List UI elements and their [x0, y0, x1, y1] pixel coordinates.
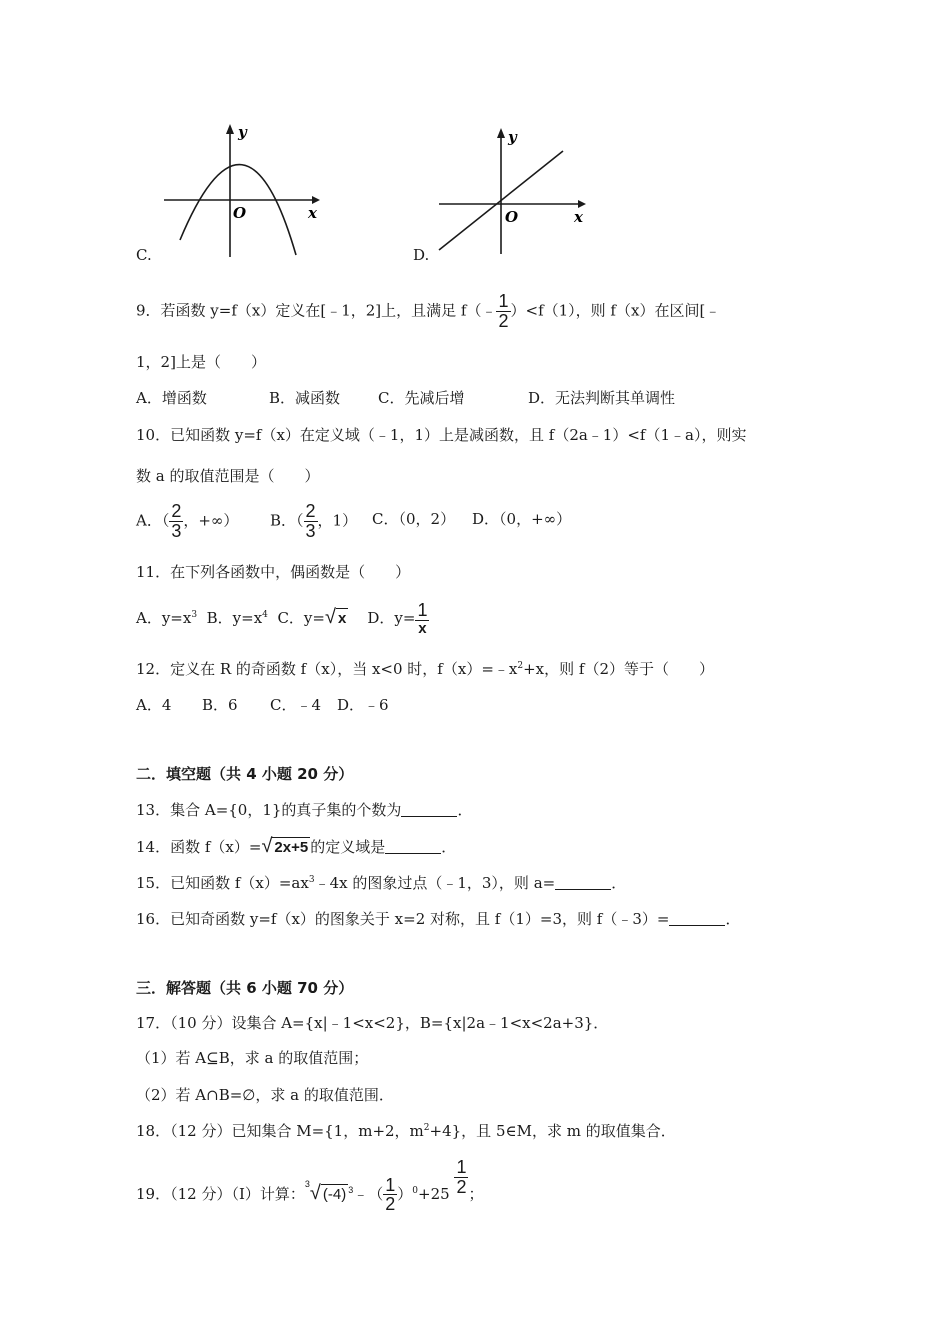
q19-rad: (-4) — [322, 1185, 347, 1203]
graph-c-x-label: x — [308, 204, 317, 222]
q9-option-b: B．减函数 — [269, 389, 341, 407]
q19-rad-sup: 3 — [348, 1184, 354, 1195]
q11-opt-c-rad: x — [337, 609, 347, 627]
q17-stem: 17．（10 分）设集合 A={x|﹣1<x<2}，B={x|2a﹣1<x<2a+3}． — [136, 1014, 609, 1032]
q18-sup: 2 — [423, 1123, 430, 1133]
q9-line2: 1，2]上是（ ） — [136, 353, 266, 371]
q18-text-b: +4}，且 5∈M，求 m 的取值集合． — [429, 1122, 676, 1140]
graph-d-label: D. — [413, 246, 430, 264]
q19-minus: ﹣（ — [353, 1184, 384, 1203]
graph-c-label: C. — [136, 246, 152, 264]
q19-end: ； — [468, 1184, 484, 1203]
q13-text: 13．集合 A={0，1}的真子集的个数为 — [136, 801, 402, 819]
q14-text-b: 的定义域是 — [310, 838, 386, 856]
q12-option-c: C．﹣4 — [270, 696, 322, 714]
q19-cube-root: $^3$√ (-4) $^3$ — [304, 1178, 354, 1204]
q10-opt-b-label: B．（ — [270, 511, 304, 530]
q12-option-a: A．4 — [136, 696, 172, 714]
graph-c-x-arrow — [312, 196, 320, 204]
q11-opt-b-text: B．y=x — [206, 608, 263, 627]
q10-opt-a-fraction — [169, 502, 183, 541]
q16 — [136, 912, 740, 927]
q18 — [136, 1124, 676, 1139]
graph-c-y-label: y — [238, 123, 247, 141]
q19-text-b: ） — [397, 1184, 413, 1203]
q19-text-c: +25 — [418, 1184, 450, 1203]
q11-option-d — [367, 600, 429, 637]
q14-text-a: 14．函数 f（x）= — [136, 838, 262, 856]
q13-blank[interactable] — [401, 815, 457, 817]
q11-option-a — [136, 609, 197, 627]
q19-fraction — [383, 1176, 397, 1215]
q19-exp-fraction — [454, 1158, 468, 1197]
q11-opt-d-den: x — [418, 619, 427, 637]
graph-c-origin-label: O — [233, 204, 247, 222]
q9-fraction — [496, 292, 510, 331]
q9-frac-den: 2 — [498, 310, 509, 331]
graph-c-y-arrow — [226, 124, 234, 134]
q11-opt-a-text: A．y=x — [136, 608, 192, 627]
graph-d-origin-label: O — [505, 208, 519, 226]
q15-text-a: 15．已知函数 f（x）=ax — [136, 874, 309, 892]
q11-opt-d-text: D．y= — [367, 608, 416, 627]
q10-line1: 10．已知函数 y=f（x）在定义域（﹣1，1）上是减函数，且 f（2a﹣1）<f（1﹣a），则实 — [136, 426, 747, 444]
q10-opt-a-num: 2 — [171, 501, 182, 521]
q9-option-a: A．增函数 — [136, 389, 207, 407]
q15-text-b: ﹣4x 的图象过点（﹣1，3），则 a= — [314, 874, 556, 892]
q12-text-b: +x，则 f（2）等于（ ） — [523, 660, 714, 678]
q17-part1: （1）若 A⊆B，求 a 的取值范围； — [136, 1049, 369, 1067]
q11-option-b — [207, 609, 268, 627]
q19-exp0: 0 — [412, 1185, 418, 1196]
q12-stem — [136, 662, 714, 677]
q11-opt-c-text: C．y= — [277, 608, 325, 627]
graph-d-y-arrow — [497, 128, 505, 138]
q17-part2: （2）若 A∩B=∅，求 a 的取值范围． — [136, 1086, 394, 1104]
q15-sup: 3 — [308, 875, 315, 885]
q14-sqrt: √ 2x+5 — [261, 835, 309, 857]
q12-sup: 2 — [517, 661, 524, 671]
q15-end: ． — [611, 874, 627, 892]
q11-opt-a-sup: 3 — [191, 609, 198, 620]
q13 — [136, 803, 472, 818]
q10-option-b — [270, 502, 357, 541]
section3-title: 三．解答题（共 6 小题 70 分） — [136, 979, 354, 997]
q10-opt-b-fraction — [304, 502, 318, 541]
q11-options — [136, 601, 429, 637]
q19-frac-num: 1 — [385, 1174, 396, 1195]
section2-title: 二．填空题（共 4 小题 20 分） — [136, 765, 354, 783]
q14-rad: 2x+5 — [274, 839, 309, 856]
q15-blank[interactable] — [555, 888, 611, 890]
q15 — [136, 876, 626, 891]
q14 — [136, 836, 456, 856]
graph-d-y-label: y — [508, 128, 517, 146]
q10-line2: 数 a 的取值范围是（ ） — [136, 467, 320, 485]
q11-opt-d-num: 1 — [417, 600, 428, 620]
q13-end: ． — [457, 801, 473, 819]
q16-blank[interactable] — [669, 924, 725, 926]
q11-opt-d-fraction — [415, 601, 429, 637]
graph-d-x-label: x — [574, 208, 583, 226]
q19-text-a: 19．（12 分）（Ⅰ）计算： — [136, 1184, 305, 1203]
q18-text-a: 18．（12 分）已知集合 M={1，m+2，m — [136, 1122, 424, 1140]
q10-option-c: C．（0，2） — [372, 510, 456, 528]
q10-opt-b-den: 3 — [305, 520, 316, 541]
q10-opt-b-num: 2 — [305, 501, 316, 521]
q10-opt-a-tail: ，+∞） — [183, 511, 239, 530]
q9-text-a: 9．若函数 y=f（x）定义在[﹣1，2]上，且满足 f（﹣ — [136, 301, 497, 320]
q19-exp-den: 2 — [456, 1176, 467, 1197]
q19 — [136, 1158, 483, 1214]
q9-frac-num: 1 — [498, 291, 509, 311]
graph-d-x-arrow — [578, 200, 586, 208]
q19-exp-num: 1 — [456, 1157, 467, 1177]
q10-option-d: D．（0，+∞） — [472, 510, 572, 528]
q9-text-b: ）<f（1），则 f（x）在区间[﹣ — [510, 301, 721, 320]
q12-option-d: D．﹣6 — [337, 696, 389, 714]
q11-option-c — [277, 605, 348, 628]
q14-end: ． — [441, 838, 457, 856]
graph-c — [158, 122, 328, 262]
q12-text-a: 12．定义在 R 的奇函数 f（x），当 x<0 时，f（x）=﹣x — [136, 660, 518, 678]
q10-opt-a-den: 3 — [171, 520, 182, 541]
graph-d — [435, 126, 595, 266]
q16-text: 16．已知奇函数 y=f（x）的图象关于 x=2 对称，且 f（1）=3，则 f（﹣3）= — [136, 910, 670, 928]
q12-option-b: B．6 — [202, 696, 238, 714]
q10-option-a — [136, 502, 238, 541]
q11-opt-c-sqrt: √ x — [324, 605, 347, 628]
q10-opt-a-label: A．（ — [136, 511, 170, 530]
q10-opt-b-tail: ，1） — [317, 511, 358, 530]
q19-frac-den: 2 — [385, 1194, 396, 1215]
q16-end: ． — [725, 910, 741, 928]
q19-root-index: 3 — [304, 1178, 310, 1189]
q14-blank[interactable] — [385, 852, 441, 854]
q9-line1 — [136, 292, 720, 331]
q9-option-d: D．无法判断其单调性 — [528, 389, 676, 407]
q11-stem: 11．在下列各函数中，偶函数是（ ） — [136, 563, 411, 581]
q11-opt-b-sup: 4 — [262, 609, 268, 620]
q9-option-c: C．先减后增 — [378, 389, 465, 407]
